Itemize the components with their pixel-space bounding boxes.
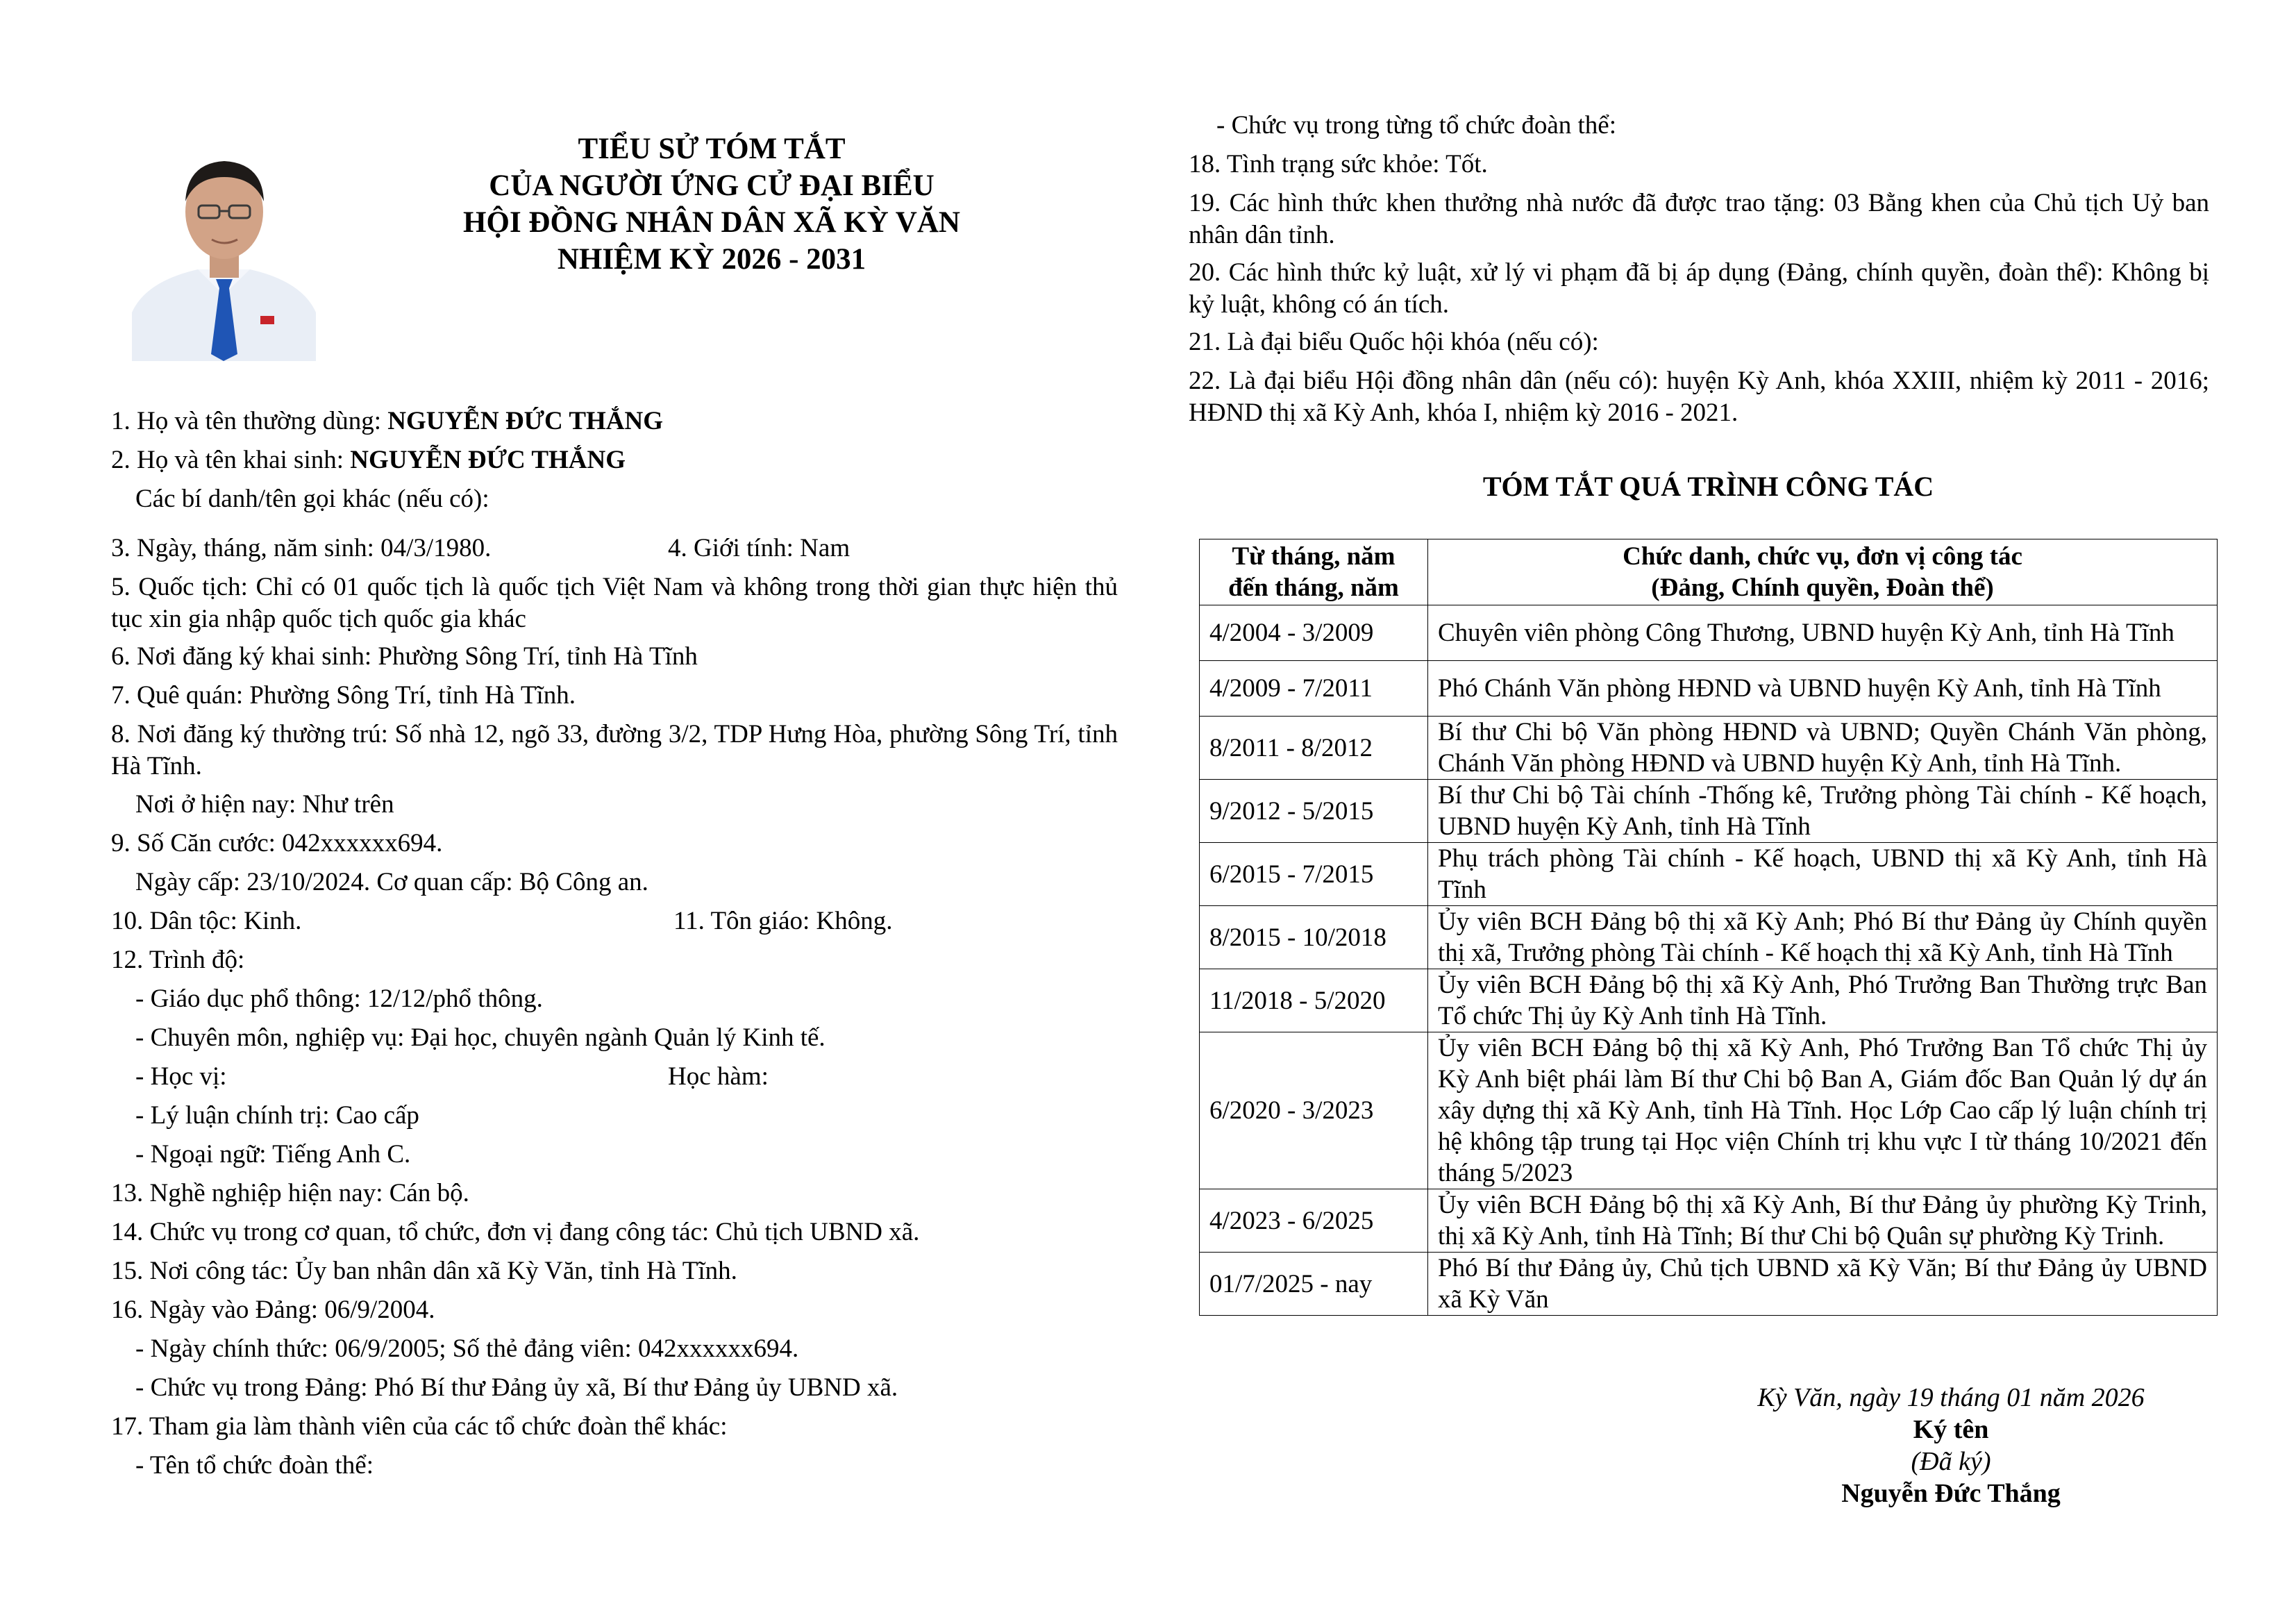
title-line-1: TIỂU SỬ TÓM TẮT [578,133,846,165]
document-title [389,131,1034,278]
field-ethnicity: 10. Dân tộc: Kinh. [111,907,302,935]
signature-date: Kỳ Văn, ngày 19 tháng 01 năm 2026 [1757,1383,2145,1412]
field-birth-name: 2. Họ và tên khai sinh: NGUYỄN ĐỨC THẮNG [111,446,626,474]
field-professional: - Chuyên môn, nghiệp vụ: Đại học, chuyên ngành Quản lý Kinh tế. [135,1023,826,1052]
period-cell: 8/2015 - 10/2018 [1200,906,1428,969]
field-party-position: - Chức vụ trong Đảng: Phó Bí thư Đảng ủy xã, Bí thư Đảng ủy UBND xã. [135,1373,898,1402]
field-people-council: 22. Là đại biểu Hội đồng nhân dân (nếu có): huyện Kỳ Anh, khóa XXIII, nhiệm kỳ 2011 - 2016; HĐND thị xã Kỳ Anh, khóa I, nhiệm kỳ 2016 - 2021. [1189,367,2209,427]
table-row [1200,1253,2218,1316]
field-nationality: 5. Quốc tịch: Chỉ có 01 quốc tịch là quốc tịch Việt Nam và không trong thời gian thực hiện thủ tục xin gia nhập quốc tịch quốc gia khác [111,573,1118,633]
field-alias: Các bí danh/tên gọi khác (nếu có): [135,485,489,513]
field-permanent-residence: 8. Nơi đăng ký thường trú: Số nhà 12, ngõ 33, đường 3/2, TDP Hưng Hòa, phường Sông Trí, tỉnh Hà Tĩnh. [111,720,1118,780]
field-id-issue: Ngày cấp: 23/10/2024. Cơ quan cấp: Bộ Công an. [135,868,648,896]
description-cell: Ủy viên BCH Đảng bộ thị xã Kỳ Anh, Phó Trưởng Ban Thường trực Ban Tổ chức Thị ủy Kỳ Anh tỉnh Hà Tĩnh. [1428,969,2218,1032]
work-history-table [1199,539,2218,1316]
description-cell: Chuyên viên phòng Công Thương, UBND huyện Kỳ Anh, tỉnh Hà Tĩnh [1428,605,2218,661]
signer-name: Nguyễn Đức Thắng [1841,1479,2061,1508]
field-education: 12. Trình độ: [111,946,245,974]
field-gender: 4. Giới tính: Nam [668,534,850,562]
birth-name-value: NGUYỄN ĐỨC THẮNG [350,446,626,474]
table-row [1200,843,2218,906]
period-cell: 4/2009 - 7/2011 [1200,661,1428,717]
signature-status: (Đã ký) [1911,1447,1991,1476]
table-header-row [1200,539,2218,605]
field-hometown: 7. Quê quán: Phường Sông Trí, tỉnh Hà Tĩnh. [111,681,576,710]
field-birth-date: 3. Ngày, tháng, năm sinh: 04/3/1980. [111,534,492,562]
field-general-education: - Giáo dục phổ thông: 12/12/phổ thông. [135,985,543,1013]
period-cell: 4/2023 - 6/2025 [1200,1189,1428,1253]
field-discipline: 20. Các hình thức kỷ luật, xử lý vi phạm đã bị áp dụng (Đảng, chính quyền, đoàn thể): Không bị kỷ luật, không có án tích. [1189,258,2209,319]
field-birth-registration: 6. Nơi đăng ký khai sinh: Phường Sông Trí, tỉnh Hà Tĩnh [111,642,698,671]
title-line-3: HỘI ĐỒNG NHÂN DÂN XÃ KỲ VĂN [463,206,960,239]
field-current-residence: Nơi ở hiện nay: Như trên [135,790,394,819]
description-cell: Bí thư Chi bộ Tài chính -Thống kê, Trưởng phòng Tài chính - Kế hoạch, UBND huyện Kỳ Anh, tỉnh Hà Tĩnh [1428,780,2218,843]
title-line-2: CỦA NGƯỜI ỨNG CỬ ĐẠI BIỂU [489,169,935,202]
common-name-value: NGUYỄN ĐỨC THẮNG [387,407,664,435]
description-cell: Bí thư Chi bộ Văn phòng HĐND và UBND; Quyền Chánh Văn phòng, Chánh Văn phòng HĐND và UBND huyện Kỳ Anh, tỉnh Hà Tĩnh. [1428,717,2218,780]
candidate-photo [132,146,316,361]
table-row [1200,661,2218,717]
field-political-theory: - Lý luận chính trị: Cao cấp [135,1101,419,1130]
period-cell: 8/2011 - 8/2012 [1200,717,1428,780]
table-row [1200,906,2218,969]
field-awards: 19. Các hình thức khen thưởng nhà nước đã được trao tặng: 03 Bằng khen của Chủ tịch Uỷ ban nhân dân tỉnh. [1189,189,2209,249]
field-party-join: 16. Ngày vào Đảng: 06/9/2004. [111,1296,435,1324]
field-organization-position: - Chức vụ trong từng tổ chức đoàn thể: [1216,111,1616,140]
description-cell: Ủy viên BCH Đảng bộ thị xã Kỳ Anh; Phó Bí thư Đảng ủy Chính quyền thị xã, Trưởng phòng Tài chính - Kế hoạch thị xã Kỳ Anh, tỉnh Hà Tĩnh [1428,906,2218,969]
description-cell: Phó Bí thư Đảng ủy, Chủ tịch UBND xã Kỳ Văn; Bí thư Đảng ủy UBND xã Kỳ Văn [1428,1253,2218,1316]
field-occupation: 13. Nghề nghiệp hiện nay: Cán bộ. [111,1179,469,1207]
work-history-heading: TÓM TẮT QUÁ TRÌNH CÔNG TÁC [1482,471,1934,502]
field-id-number: 9. Số Căn cước: 042xxxxxx694. [111,829,443,857]
period-cell: 6/2020 - 3/2023 [1200,1032,1428,1189]
table-row [1200,780,2218,843]
field-party-official: - Ngày chính thức: 06/9/2005; Số thẻ đảng viên: 042xxxxxx694. [135,1334,799,1363]
field-position: 14. Chức vụ trong cơ quan, tổ chức, đơn vị đang công tác: Chủ tịch UBND xã. [111,1218,920,1246]
field-degree: - Học vị: [135,1062,227,1091]
description-cell: Ủy viên BCH Đảng bộ thị xã Kỳ Anh, Phó Trưởng Ban Tổ chức Thị ủy Kỳ Anh biệt phái làm Bí thư Chi bộ Ban A, Giám đốc Ban Quản lý dự án xây dựng thị xã Kỳ Anh, tỉnh Hà Tĩnh. Học Lớp Cao cấp lý luận chính trị hệ không tập trung tại Học viện Chính trị khu vực I từ tháng 10/2021 đến tháng 5/2023 [1428,1032,2218,1189]
field-workplace: 15. Nơi công tác: Ủy ban nhân dân xã Kỳ Văn, tỉnh Hà Tĩnh. [111,1257,737,1285]
period-cell: 4/2004 - 3/2009 [1200,605,1428,661]
table-row [1200,717,2218,780]
period-cell: 9/2012 - 5/2015 [1200,780,1428,843]
field-health: 18. Tình trạng sức khỏe: Tốt. [1189,150,1488,178]
period-cell: 01/7/2025 - nay [1200,1253,1428,1316]
field-academic-title: Học hàm: [668,1062,769,1091]
column-header-position: Chức danh, chức vụ, đơn vị công tác (Đảng, Chính quyền, Đoàn thể) [1428,539,2218,605]
table-row [1200,605,2218,661]
period-cell: 6/2015 - 7/2015 [1200,843,1428,906]
table-row [1200,1032,2218,1189]
period-cell: 11/2018 - 5/2020 [1200,969,1428,1032]
description-cell: Ủy viên BCH Đảng bộ thị xã Kỳ Anh, Bí thư Đảng ủy phường Kỳ Trinh, thị xã Kỳ Anh, tỉnh Hà Tĩnh; Bí thư Chi bộ Quân sự phường Kỳ Trinh. [1428,1189,2218,1253]
field-religion: 11. Tôn giáo: Không. [673,907,893,935]
column-header-period: Từ tháng, năm đến tháng, năm [1200,539,1428,605]
field-national-assembly: 21. Là đại biểu Quốc hội khóa (nếu có): [1189,328,1599,356]
field-common-name: 1. Họ và tên thường dùng: NGUYỄN ĐỨC THẮNG [111,407,664,435]
field-foreign-language: - Ngoại ngữ: Tiếng Anh C. [135,1140,411,1169]
title-line-4: NHIỆM KỲ 2026 - 2031 [557,243,866,276]
table-row [1200,1189,2218,1253]
signature-label: Ký tên [1913,1415,1989,1444]
description-cell: Phó Chánh Văn phòng HĐND và UBND huyện Kỳ Anh, tỉnh Hà Tĩnh [1428,661,2218,717]
description-cell: Phụ trách phòng Tài chính - Kế hoạch, UBND thị xã Kỳ Anh, tỉnh Hà Tĩnh [1428,843,2218,906]
field-organizations: 17. Tham gia làm thành viên của các tổ chức đoàn thể khác: [111,1412,728,1441]
table-row [1200,969,2218,1032]
field-organization-name: - Tên tổ chức đoàn thể: [135,1451,374,1480]
